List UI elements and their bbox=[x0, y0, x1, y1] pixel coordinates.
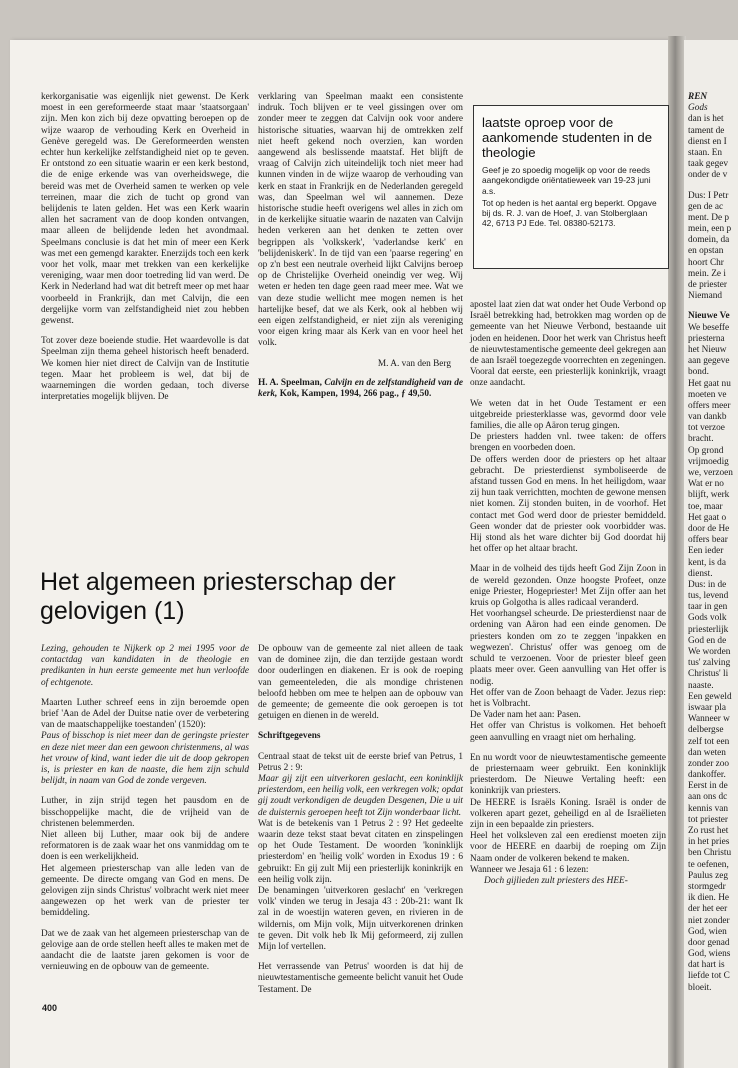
right-page-line: het Nieuw bbox=[688, 344, 727, 355]
right-page-line: bracht. bbox=[688, 434, 714, 445]
paragraph: Vooral dat eerste, een priesterlijk koninkrijk, vraagt onze aandacht. bbox=[470, 367, 666, 389]
paragraph: De Vader nam het aan: Pasen. bbox=[470, 710, 581, 721]
right-page-line: hoort Chr bbox=[688, 257, 724, 268]
paragraph: De benamingen 'uitverkoren geslacht' en 'verkregen volk' vinden we terug in Jesaja 43 : 20b-21: want Ik zal in de woestijn wateren geven, en rivieren in de wildernis, om Mijn volk, Mijn uitverkorenen drinken te geven. Dit volk heb Ik Mij geformeerd, zij zullen Mijn lof vertellen. bbox=[258, 886, 463, 953]
paragraph: Wat is de betekenis van 1 Petrus 2 : 9? Het gedeelte waarin deze tekst staat bevat citaten en zinspelingen op het Oude Testament. De woorden 'koninklijk priesterdom' en 'heilig volk' worden in Exodus 19 : 6 gebruikt: En gij zult Mij een priesterlijk koninkrijk en een heilig volk zijn. bbox=[258, 818, 463, 885]
announcement-line: Tot op heden is het aantal erg beperkt. Opgave bij ds. R. J. van de Hoef, J. van Stolberglaan 42, 6713 PJ Ede. Tel. 08380-52173. bbox=[482, 197, 657, 229]
spacer bbox=[688, 302, 738, 311]
paragraph: apostel laat zien dat wat onder het Oude Verbond op Israël betrekking had, betrokken mag worden op de gemeente van het Nieuwe Verbond, bestaande uit joden en heidenen. Door het werk van Christus heeft de nieuwtestamentische gemeente deel gekregen aan de aan Israël toegezegde voorrechten en zegeningen. bbox=[470, 300, 666, 367]
right-page-line: God, wien bbox=[688, 926, 727, 937]
paragraph: Heel het volksleven zal een eredienst moeten zijn voor de HEERE en daarbij de roeping om Zijn Naam onder de volkeren bekend te maken. bbox=[470, 831, 666, 864]
right-page-line: zelf tot een bbox=[688, 736, 730, 747]
paragraph: kerkorganisatie was eigenlijk niet gewenst. De Kerk moest in een gereformeerde staat maar 'staatsorgaan' zijn. Men kon zich bij deze opvatting beroepen op de wijze waarop de verhouding Kerk en Overheid in Genève geregeld was. De Gereformeerden wensten echter hun kerkelijke zelfstandigheid niet op te geven. Er ontstond zo een situatie waarin er een kerk bestond, die de enige erkende was van overheidswege, die bereid was met de Overheid samen te werken op vele terreinen, maar die zich de tucht op grond van belijdenis te laten gelden. Het was een Kerk waarin allen het sacrament van de doop konden ontvangen, maar alleen de belijdende leden het avondmaal. Speelmans conclusie is dat het min of meer een Kerk was met een gemengd karakter. Enerzijds toch een kerk voor het volk, maar met trekken van een kerkelijke vereniging, waar men door toetreding lid van werd. De Kerk in Nederland had wat dit betreft meer op met haar voorbeeld in Frankrijk, dan met Calvijn, die een dergelijke vorm van zelfstandigheid niet zou hebben gewenst. bbox=[41, 92, 249, 327]
paragraph: Het voorhangsel scheurde. De priesterdienst naar de ordening van Aäron had een einde genomen. De priesters konden om zo te zeggen 'inpakken en wegwezen'. Christus' offer was genoeg om de schuld te verzoenen. Voor de priester bleef geen plaats meer over. Geen aanvulling van Het offer is nodig. bbox=[470, 609, 666, 687]
right-page-line: dan is het bbox=[688, 114, 724, 125]
spacer bbox=[688, 182, 738, 191]
right-page-line: Op grond bbox=[688, 445, 724, 456]
article-headline: Het algemeen priesterschap der gelovigen (1) bbox=[40, 568, 396, 625]
right-page-line: ben Christu bbox=[688, 848, 732, 859]
article-lead: Lezing, gehouden te Nijkerk op 2 mei 1995 voor de contactdag van kandidaten in de theologie en predikanten in hun eerste gemeente met hun verloofde of echtgenote. bbox=[41, 644, 249, 688]
paragraph: Centraal staat de tekst uit de eerste brief van Petrus, 1 Petrus 2 : 9: bbox=[258, 751, 463, 773]
right-page-line: te oefenen, bbox=[688, 859, 729, 870]
right-page-line: We worden bbox=[688, 647, 731, 657]
right-page-line: staan. En bbox=[688, 147, 723, 158]
right-page-line: onder de v bbox=[688, 170, 728, 181]
right-page-line: dat hart is bbox=[688, 960, 725, 971]
paragraph: Tot zover deze boeiende studie. Het waardevolle is dat Speelman zijn thema geheel historisch heeft benaderd. We komen hier niet direct de Calvijn van de Institutie tegen. Maar het probleem is wel, dat bij de waarnemingen die worden gedaan, toch diverse interpretaties mogelijk blijven. De bbox=[41, 336, 249, 403]
right-page-line: mein. Ze i bbox=[688, 268, 726, 279]
paragraph: De offers werden door de priesters op het altaar gebracht. De priesterdienst symboliseerde de afstand tussen God en mens. In het heiligdom, waar zij hun taak verrichtten, mochten de gewone mensen niet komen. Zij stonden buiten, in de voorhof. Het contact met God werd door de priester bemiddeld. Geen wonder dat de priester ook voorbidder was. Hij stond als het ware dichter bij God doordat hij het offer op het altaar bracht. bbox=[470, 454, 666, 555]
right-page-line: offers meer bbox=[688, 400, 731, 411]
review-column-1 bbox=[41, 92, 249, 403]
book-author: H. A. Speelman, bbox=[258, 377, 322, 388]
right-page-line: We beseffe bbox=[688, 322, 730, 333]
right-page-line: tot priester bbox=[688, 814, 729, 825]
right-page-line: delbergse bbox=[688, 725, 724, 736]
right-page-line: der het eer bbox=[688, 904, 728, 915]
paragraph: Wanneer we Jesaja 61 : 6 lezen: bbox=[470, 864, 589, 875]
paragraph: Maarten Luther schreef eens in zijn beroemde open brief 'Aan de Adel der Duitse natie over de verbetering van de maatschappelijke toestanden' (1520): bbox=[41, 697, 249, 731]
peter-quote: Maar gij zijt een uitverkoren geslacht, een koninklijk priesterdom, een heilig volk, een verkregen volk; opdat gij zoudt verkondigen de deugden Desgenen, Die u uit de duisternis geroepen heeft tot Zijn wonderbaar licht. bbox=[258, 774, 463, 818]
paragraph: De HEERE is Israëls Koning. Israël is onder de volkeren apart gezet, geheiligd en al de Israëlieten zijn in een bepaalde zin priesters. bbox=[470, 797, 666, 830]
right-page-line: tament de bbox=[688, 125, 725, 136]
right-page-line: van dankb bbox=[688, 412, 727, 423]
right-page-line: Christus' li bbox=[688, 669, 729, 680]
right-page-line: God, wiens bbox=[688, 949, 731, 960]
right-page-line: Gods bbox=[688, 103, 708, 114]
article-column-1 bbox=[41, 644, 249, 973]
right-page-line: Paulus zeg bbox=[688, 870, 729, 881]
book-reference bbox=[258, 378, 463, 400]
right-page-line: Gods volk bbox=[688, 613, 727, 624]
right-page-line: Eerst in de bbox=[688, 781, 728, 792]
luther-quote: Paus of bisschop is niet meer dan de geringste priester en deze niet meer dan een gewoon christenmens, al was het vrouw of kind, want ieder die uit de doop gekropen is, is priester en kan de naaste, die hem zijn schuld belijdt, in naam van God de zonde vergeven. bbox=[41, 731, 249, 787]
right-page-line: Dus: I Petr bbox=[688, 190, 729, 201]
book-title: Calvijn en de zelfstandigheid van de kerk, bbox=[258, 377, 464, 400]
paragraph: Dat we de zaak van het algemeen priesterschap van de gelovige aan de orde stellen heeft alles te maken met de aandacht die de laatste jaren gekomen is voor de vernieuwing en de opbouw van de gemeente. bbox=[41, 928, 249, 973]
paragraph: We weten dat in het Oude Testament er een uitgebreide priesterklasse was, gevormd door vele families, die alle op Aäron terug gingen. bbox=[470, 398, 666, 432]
announcement-box bbox=[473, 105, 669, 269]
article-column-3 bbox=[470, 300, 666, 887]
right-page-line: dankoffer. bbox=[688, 770, 726, 781]
paragraph: De opbouw van de gemeente zal niet alleen de taak van de dominee zijn, die dan terzijde gestaan wordt door ouderlingen en diakenen. Er is ook de roeping van gemeenteleden, die als mondige christenen beloofd hebben om mee te helpen aan de opbouw van de gemeente; de gemeente die ook geroepen is tot getuigen en dienen in de wereld. bbox=[258, 644, 463, 722]
right-page-line: dan weten bbox=[688, 747, 726, 758]
right-page-line: liefde tot C bbox=[688, 971, 730, 982]
right-page-line: dienst en I bbox=[688, 136, 727, 147]
right-page-line: ik dien. He bbox=[688, 893, 730, 904]
right-page bbox=[684, 40, 738, 1068]
announcement-line: Geef je zo spoedig mogelijk op voor de reeds aangekondigde oriëntatieweek van 19-23 juni a.s. bbox=[482, 165, 651, 196]
right-page-line: en opstan bbox=[688, 246, 724, 257]
right-page-line: door genad bbox=[688, 937, 730, 948]
paragraph: verklaring van Speelman maakt een consistente indruk. Toch blijven er te veel gissingen over om zonder meer te zeggen dat Calvijn ook voor andere historische situaties, waarvan hij de omtrekken zelf niet heeft gekend noch overzien, kan worden aangewend als beslissende maatstaf. Het blijft de vraag of Calvijn zich uiteindelijk toch niet meer had kunnen vinden in de wijze waarop de verhouding van kerk en staat in Frankrijk en de Nederlanden geregeld was, dan Speelman wel wil aannemen. Deze historische studie heeft overigens wel alles in zich om in de kerkelijke situatie waarin de nazaten van Calvijn heden verkeren aan het denken te zetten over begrippen als 'volkskerk', 'vaderlandse kerk' en 'belijdeniskerk'. In de tijd van een 'paarse regering' en op z'n best een neutrale overheid lijkt Calvijns beroep op de Christelijke Overheid oneindig ver weg. Wij weten er heden ten dage geen raad meer mee. Wat we van deze studie wellicht mee mogen nemen is het hartelijke besef, dat we als Kerk, ook al hebben wij een eigen zelfstandigheid, er niet zijn als vereniging voor eigen kring maar als Kerk van en voor heel het volk. bbox=[258, 92, 463, 349]
right-page-line: Het gaat o bbox=[688, 512, 727, 523]
right-page-line: de priester bbox=[688, 280, 727, 290]
right-page-line: gen de ac bbox=[688, 201, 724, 212]
right-page-line: iswaar pla bbox=[688, 702, 726, 713]
right-page-line: stormgedr bbox=[688, 881, 726, 892]
right-page-line: taar in gen bbox=[688, 602, 728, 613]
right-page-column bbox=[688, 92, 738, 994]
right-page-line: Het gaat nu bbox=[688, 378, 731, 389]
right-page-line: priesterna bbox=[688, 333, 725, 344]
right-page-line: door de He bbox=[688, 523, 730, 534]
right-page-line: we, verzoen bbox=[688, 468, 733, 478]
paragraph: De priesters hadden vnl. twee taken: de offers brengen en voorbeden doen. bbox=[470, 432, 666, 454]
review-column-2 bbox=[258, 92, 463, 400]
right-page-line: in het pries bbox=[688, 837, 730, 848]
right-page-line: tus' zalving bbox=[688, 658, 731, 669]
right-page-line: Een geweld bbox=[688, 691, 732, 702]
quote: Doch gijlieden zult priesters des HEE- bbox=[484, 875, 628, 886]
right-page-line: Zo rust het bbox=[688, 826, 729, 836]
right-page-line: aan ons dc bbox=[688, 792, 728, 803]
right-page-line: tot verzoe bbox=[688, 423, 725, 434]
right-page-line: kent, is da bbox=[688, 557, 726, 568]
announcement-title: laatste oproep voor de aankomende studenten in de theologie bbox=[482, 115, 653, 160]
right-page-line: Dus: in de bbox=[688, 579, 727, 590]
section-heading: Schriftgegevens bbox=[258, 731, 321, 742]
paragraph: Niet alleen bij Luther, maar ook bij de andere reformatoren is de zaak waar het ons vanmiddag om te doen is een werkelijkheid. bbox=[41, 830, 249, 863]
right-page-heading: Nieuwe Ve bbox=[688, 311, 730, 322]
book-publisher: Kok, Kampen, 1994, 266 pag., ƒ 49,50. bbox=[279, 389, 432, 400]
right-page-line: zonder zoo bbox=[688, 758, 730, 769]
right-page-line: kennis van bbox=[688, 803, 729, 814]
right-page-line: blijft, werk bbox=[688, 490, 730, 501]
right-page-line: dienst. bbox=[688, 568, 713, 579]
right-page-line: tus, levend bbox=[688, 591, 729, 602]
paragraph: Het offer van de Zoon behaagt de Vader. Jezus riep: het is Volbracht. bbox=[470, 687, 666, 709]
paragraph: En nu wordt voor de nieuwtestamentische gemeente de priesternaam weer gebruikt. Een koninklijk priesterdom. De Nieuwe Vertaling heeft: een koninkrijk van priesters. bbox=[470, 752, 666, 797]
right-page-line: aan gegeve bbox=[688, 356, 730, 367]
right-page-line: domein, da bbox=[688, 235, 730, 246]
right-page-line: bloeit. bbox=[688, 982, 712, 993]
page-number: 400 bbox=[42, 1003, 58, 1013]
right-page-line: bond. bbox=[688, 367, 709, 378]
right-page-line: Wanneer w bbox=[688, 714, 730, 725]
paragraph: Luther, in zijn strijd tegen het pausdom en de bisschoppelijke macht, die de vrijheid van de christenen belemmerden. bbox=[41, 796, 249, 829]
right-page-title: REN bbox=[688, 92, 708, 102]
article-column-2 bbox=[258, 644, 463, 996]
right-page-line: Wat er no bbox=[688, 479, 724, 490]
right-page-line: taak gegev bbox=[688, 159, 729, 170]
paragraph: Het offer van Christus is volkomen. Het behoeft geen aanvulling en vraagt niet om herhaling. bbox=[470, 721, 666, 743]
review-author: M. A. van den Berg bbox=[377, 358, 451, 369]
right-page-line: mein, een p bbox=[688, 224, 732, 235]
paragraph: Maar in de volheid des tijds heeft God Zijn Zoon in de wereld gezonden. Onze hoogste Profeet, onze enige Priester, Hogepriester! Met Zijn offer aan het kruis op Golgotha is alles radicaal veranderd. bbox=[470, 564, 666, 609]
right-page-line: ment. De p bbox=[688, 212, 730, 223]
right-page-line: niet zonder bbox=[688, 915, 730, 926]
right-page-line: Niemand bbox=[688, 291, 723, 302]
right-page-line: Een ieder bbox=[688, 546, 724, 557]
paragraph: Het verrassende van Petrus' woorden is dat hij de nieuwtestamentische gemeente belicht vanuit het Oude Testament. De bbox=[258, 962, 463, 995]
right-page-line: naaste. bbox=[688, 680, 714, 691]
right-page-line: toe, maar bbox=[688, 501, 723, 512]
right-page-line: moeten ve bbox=[688, 389, 727, 400]
paragraph: Het algemeen priesterschap van alle leden van de gemeente. De directe omgang van God en mens. De gelovigen zijn sinds Christus' volbracht werk niet meer aangewezen op het werk van de priester ter bemiddeling. bbox=[41, 863, 249, 919]
right-page-line: offers bear bbox=[688, 535, 728, 546]
right-page-line: God en de bbox=[688, 635, 727, 646]
right-page-line: priesterlijk bbox=[688, 624, 729, 635]
announcement-text bbox=[482, 165, 660, 229]
right-page-line: vrijmoedig bbox=[688, 456, 729, 467]
